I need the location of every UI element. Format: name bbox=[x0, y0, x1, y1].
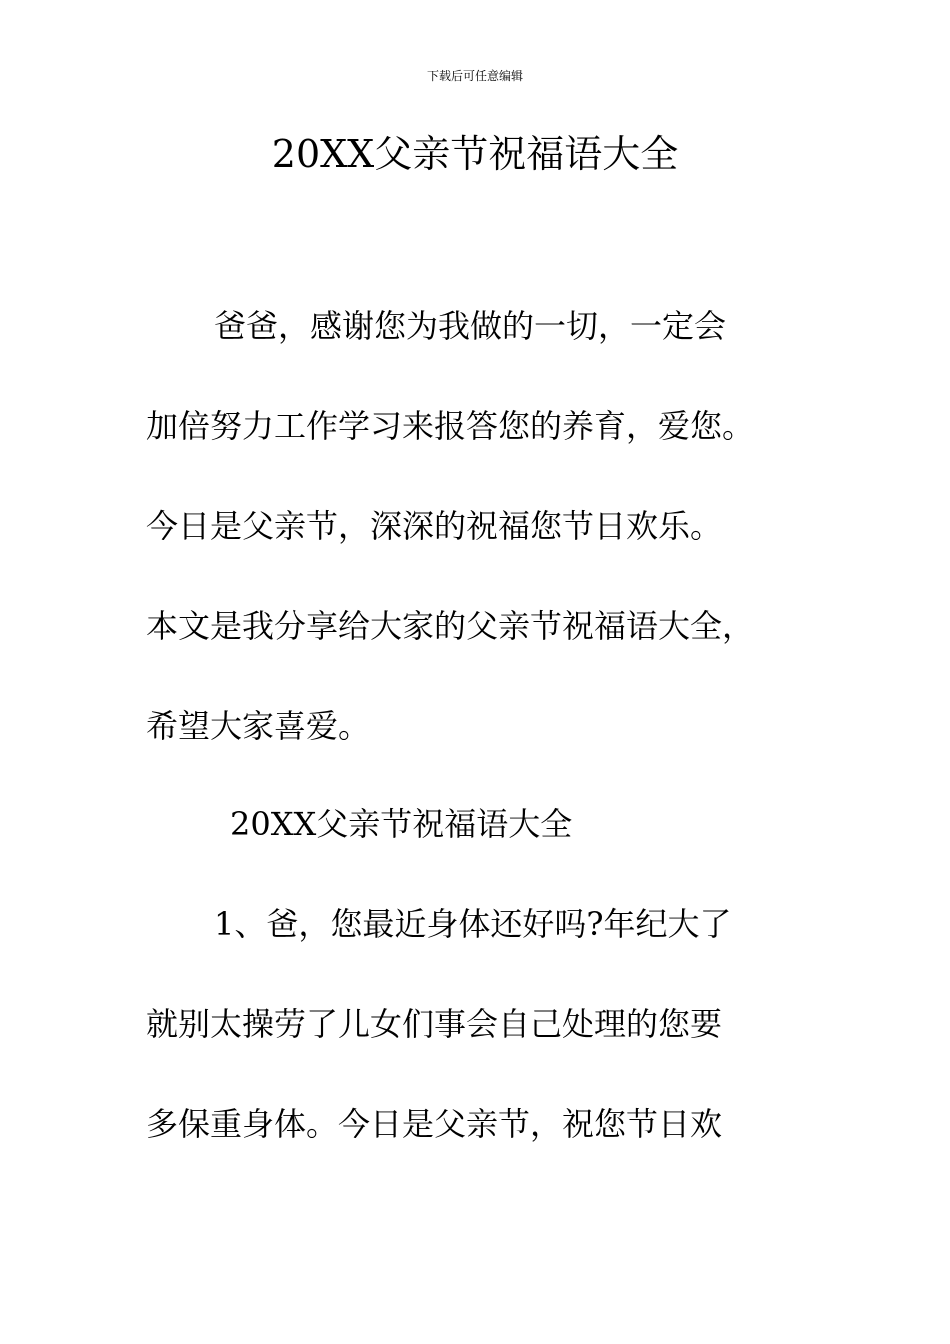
paragraph-line-8: 就别太操劳了儿女们事会自己处理的您要 bbox=[146, 1005, 723, 1043]
paragraph-line-9: 多保重身体。今日是父亲节，祝您节日欢 bbox=[146, 1105, 723, 1143]
section-heading: 20XX父亲节祝福语大全 bbox=[230, 805, 573, 843]
paragraph-line-1: 爸爸，感谢您为我做的一切，一定会 bbox=[214, 307, 727, 345]
paragraph-line-2: 加倍努力工作学习来报答您的养育，爱您。 bbox=[146, 407, 755, 445]
paragraph-line-4: 本文是我分享给大家的父亲节祝福语大全， bbox=[146, 607, 755, 645]
header-note: 下载后可任意编辑 bbox=[426, 69, 523, 83]
paragraph-line-5: 希望大家喜爱。 bbox=[146, 707, 371, 745]
document-title: 20XX父亲节祝福语大全 bbox=[271, 132, 679, 176]
paragraph-line-3: 今日是父亲节，深深的祝福您节日欢乐。 bbox=[146, 507, 723, 545]
paragraph-line-7: 1、爸，您最近身体还好吗?年纪大了 bbox=[214, 905, 732, 943]
